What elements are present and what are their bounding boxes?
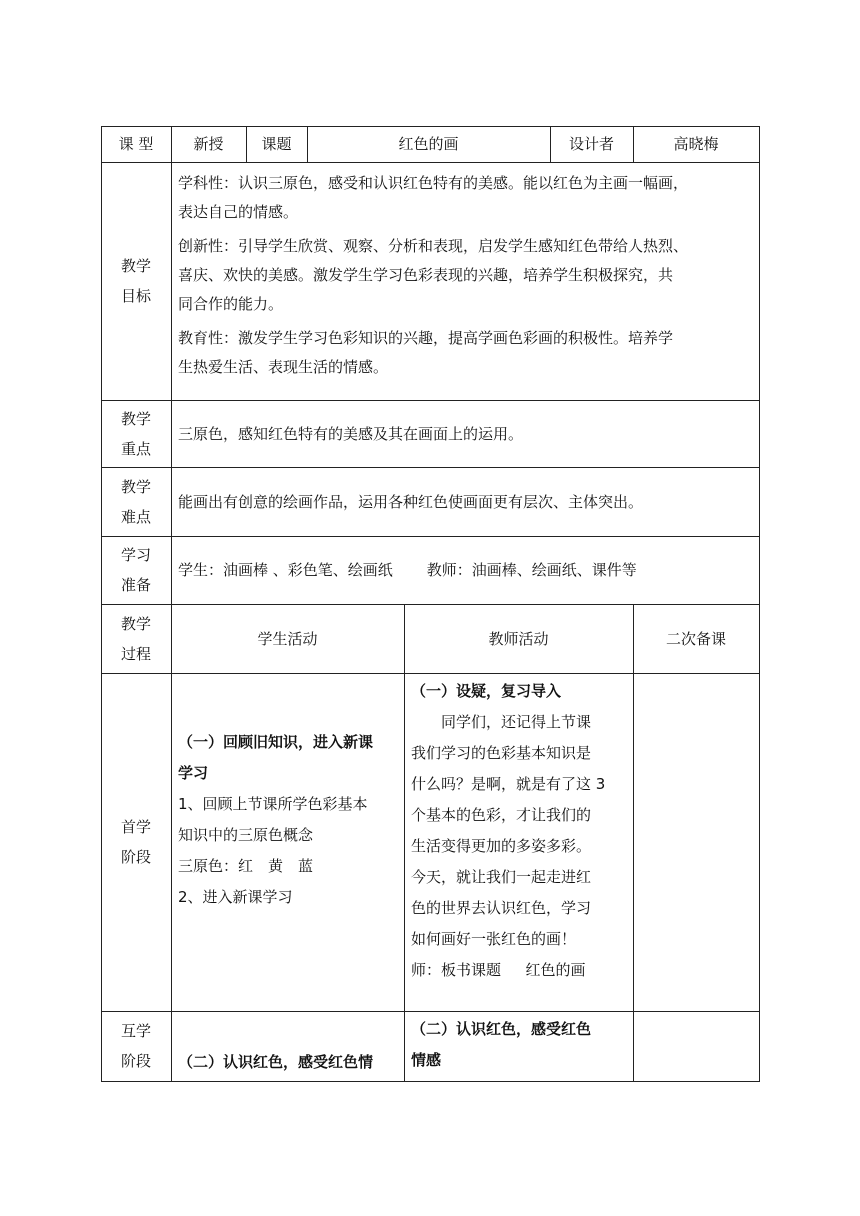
difficulties-label-line: 难点	[120, 507, 151, 526]
difficulties-label-line: 教学	[120, 477, 151, 496]
stage1-student-line: 1、回顾上节课所学色彩基本	[178, 795, 368, 813]
key-points-label-line: 教学	[120, 409, 151, 428]
stage1-teacher-line: 如何画好一张红色的画！	[411, 930, 577, 948]
preparation-text	[178, 536, 756, 604]
process-label	[101, 604, 171, 673]
objectives-label	[101, 162, 171, 400]
stage1-student-title: 学习	[178, 764, 209, 782]
type-label: 课 型	[118, 135, 154, 153]
stage1-label	[101, 673, 171, 1011]
stage1-teacher-line: 我们学习的色彩基本知识是	[411, 744, 592, 762]
preparation-teacher: 教师：油画棒、绘画纸、课件等	[426, 561, 637, 579]
table-border	[101, 1081, 760, 1082]
preparation-label	[101, 536, 171, 604]
stage1-teacher-line: 生活变得更加的多姿多彩。	[411, 837, 592, 855]
designer-label: 设计者	[568, 135, 614, 153]
table-divider	[101, 673, 760, 674]
teacher-activity-header: 教师活动	[488, 629, 549, 648]
objectives-line: 同合作的能力。	[178, 295, 284, 313]
preparation-label-line: 准备	[120, 576, 151, 594]
stage2-teacher-title: 情感	[411, 1051, 442, 1069]
objectives-line: 喜庆、欢快的美感。激发学生学习色彩表现的兴趣，培养学生积极探究，共	[178, 266, 674, 284]
stage1-teacher-line: 色的世界去认识红色，学习	[411, 899, 592, 917]
stage1-student-line: 知识中的三原色概念	[178, 826, 314, 844]
stage2-student-activity	[178, 1047, 402, 1078]
stage2-student-title: （二）认识红色，感受红色情	[178, 1053, 374, 1071]
stage1-teacher-line: 师：板书课题 红色的画	[411, 961, 586, 979]
stage1-label-line: 首学	[120, 818, 151, 836]
objectives-line: 表达自己的情感。	[178, 203, 299, 221]
designer-value: 高晓梅	[673, 135, 719, 153]
difficulties-label	[101, 467, 171, 536]
key-points-label	[101, 400, 171, 467]
stage1-teacher-title: （一）设疑，复习导入	[411, 682, 562, 700]
objectives-line: 生热爱生活、表现生活的情感。	[178, 358, 389, 376]
stage1-teacher-line: 什么吗？是啊，就是有了这 3	[411, 775, 606, 793]
topic-value: 红色的画	[398, 135, 459, 153]
table-border	[759, 126, 760, 1082]
stage1-student-line: 三原色：红 黄 蓝	[178, 857, 314, 875]
student-activity-header: 学生活动	[257, 629, 318, 648]
preparation-label-line: 学习	[120, 546, 151, 564]
process-label-line: 过程	[120, 644, 151, 663]
stage2-label-line: 互学	[120, 1022, 151, 1040]
key-points-text: 三原色，感知红色特有的美感及其在画面上的运用。	[178, 424, 524, 443]
stage1-teacher-line: 个基本的色彩，才让我们的	[411, 806, 592, 824]
stage2-teacher-activity	[411, 1014, 631, 1076]
table-divider	[101, 162, 760, 163]
stage1-teacher-line: 今天，就让我们一起走进红	[411, 868, 592, 886]
stage1-teacher-activity	[411, 676, 631, 986]
objectives-label-line: 目标	[120, 287, 151, 305]
stage2-teacher-title: （二）认识红色，感受红色	[411, 1020, 592, 1038]
objectives-line: 创新性：引导学生欣赏、观察、分析和表现，启发学生感知红色带给人热烈、	[178, 237, 689, 255]
preparation-student: 学生：油画棒 、彩色笔、绘画纸	[178, 561, 393, 579]
stage1-student-title: （一）回顾旧知识，进入新课	[178, 733, 374, 751]
stage2-label	[101, 1011, 171, 1081]
second-prep-header: 二次备课	[665, 629, 726, 648]
topic-label: 课题	[261, 135, 292, 153]
stage1-student-activity	[178, 727, 402, 913]
stage1-label-line: 阶段	[120, 848, 151, 866]
table-divider	[633, 604, 634, 1082]
stage1-student-line: 2、进入新课学习	[178, 888, 293, 906]
table-divider	[101, 1011, 760, 1012]
stage1-teacher-line: 同学们，还记得上节课	[441, 713, 592, 731]
key-points-label-line: 重点	[120, 439, 151, 458]
objectives-line: 学科性：认识三原色，感受和认识红色特有的美感。能以红色为主画一幅画，	[178, 174, 689, 192]
difficulties-text: 能画出有创意的绘画作品，运用各种红色使画面更有层次、主体突出。	[178, 492, 644, 511]
table-divider	[404, 604, 405, 1082]
objectives-label-line: 教学	[120, 257, 151, 275]
process-label-line: 教学	[120, 614, 151, 633]
objectives-line: 教育性：激发学生学习色彩知识的兴趣，提高学画色彩画的积极性。培养学	[178, 329, 674, 347]
objectives-text	[178, 169, 756, 382]
type-value: 新授	[193, 135, 224, 153]
stage2-label-line: 阶段	[120, 1052, 151, 1070]
